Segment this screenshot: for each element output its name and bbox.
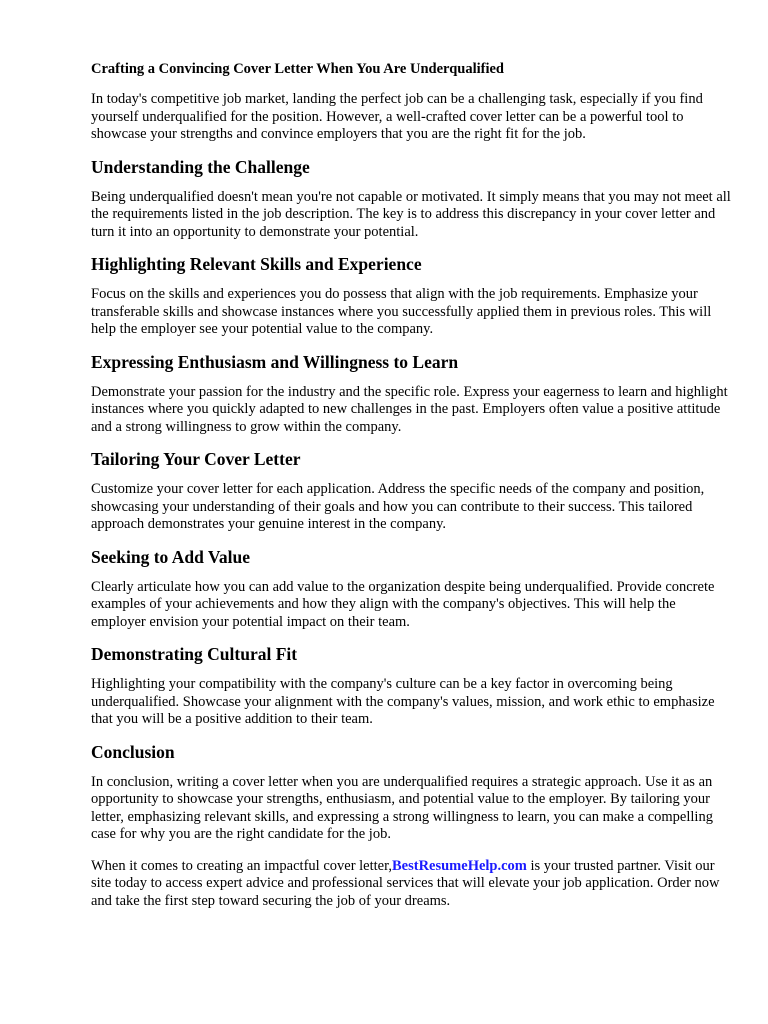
section-heading: Conclusion: [91, 741, 175, 762]
section-body: Customize your cover letter for each application. Address the specific needs of the company and position, showcasing your understanding of their goals and how you can contribute to their success. This tailored approach demonstrates your genuine interest in the company.: [91, 481, 705, 532]
closing-text-after-link: is your trusted partner. Visit our site today to access expert advice and professional services that will elevate your job application. Order now and take the first step toward securing the job of your dreams.: [91, 857, 720, 909]
section-heading: Understanding the Challenge: [91, 156, 310, 177]
section-heading: Expressing Enthusiasm and Willingness to Learn: [91, 351, 459, 372]
section-relevant-skills: [91, 254, 731, 339]
section-conclusion: [91, 742, 731, 844]
section-heading: Tailoring Your Cover Letter: [91, 449, 301, 469]
intro-paragraph: In today's competitive job market, landing the perfect job can be a challenging task, especially if you find yourself underqualified for the position. However, a well-crafted cover letter can be a powerful tool to showcase your strengths and convince employers that you are the right fit for the job.: [91, 91, 703, 142]
closing-text-before-link: When it comes to creating an impactful cover letter,: [91, 857, 392, 874]
document-title: Crafting a Convincing Cover Letter When You Are Underqualified: [91, 61, 504, 77]
section-tailoring: [91, 449, 731, 534]
section-body: Demonstrate your passion for the industry and the specific role. Express your eagerness to learn and highlight instances where you quickly adapted to new challenges in the past. Employers often value a positive attitude and a strong willingness to grow within the company.: [91, 383, 728, 435]
closing-paragraph: [91, 858, 731, 911]
best-resume-help-link[interactable]: BestResumeHelp.com: [391, 857, 527, 874]
section-body: Highlighting your compatibility with the company's culture can be a key factor in overcoming being underqualified. Showcase your alignment with the company's values, mission, and work ethic to emphasize that you will be a positive addition to their team.: [91, 676, 715, 727]
section-enthusiasm: [91, 352, 731, 437]
section-body: Being underqualified doesn't mean you're not capable or motivated. It simply means that you may not meet all the requirements listed in the job description. The key is to address this discrepancy in your cover letter and turn it into an opportunity to demonstrate your potential.: [91, 188, 731, 240]
section-heading: Demonstrating Cultural Fit: [91, 644, 298, 664]
section-body: In conclusion, writing a cover letter when you are underqualified requires a strategic approach. Use it as an opportunity to showcase your strengths, enthusiasm, and potential value to the employer. By tailoring your letter, emphasizing relevant skills, and expressing a strong willingness to learn, you can make a compelling case for why you are the right candidate for the job.: [91, 773, 713, 842]
section-understanding-challenge: [91, 157, 731, 242]
section-add-value: [91, 547, 731, 632]
section-heading: Seeking to Add Value: [91, 546, 251, 567]
document-page: [91, 60, 731, 910]
section-body: Clearly articulate how you can add value to the organization despite being underqualified. Provide concrete examples of your achievements and how they align with the company's objectives. This will help the employer envision your potential impact on their team.: [91, 578, 715, 630]
section-heading: Highlighting Relevant Skills and Experience: [91, 254, 422, 274]
section-cultural-fit: [91, 644, 731, 729]
section-body: Focus on the skills and experiences you do possess that align with the job requirements. Emphasize your transferable skills and showcase instances where you successfully applied them in previous roles. This will help the employer see your potential value to the company.: [91, 286, 712, 337]
